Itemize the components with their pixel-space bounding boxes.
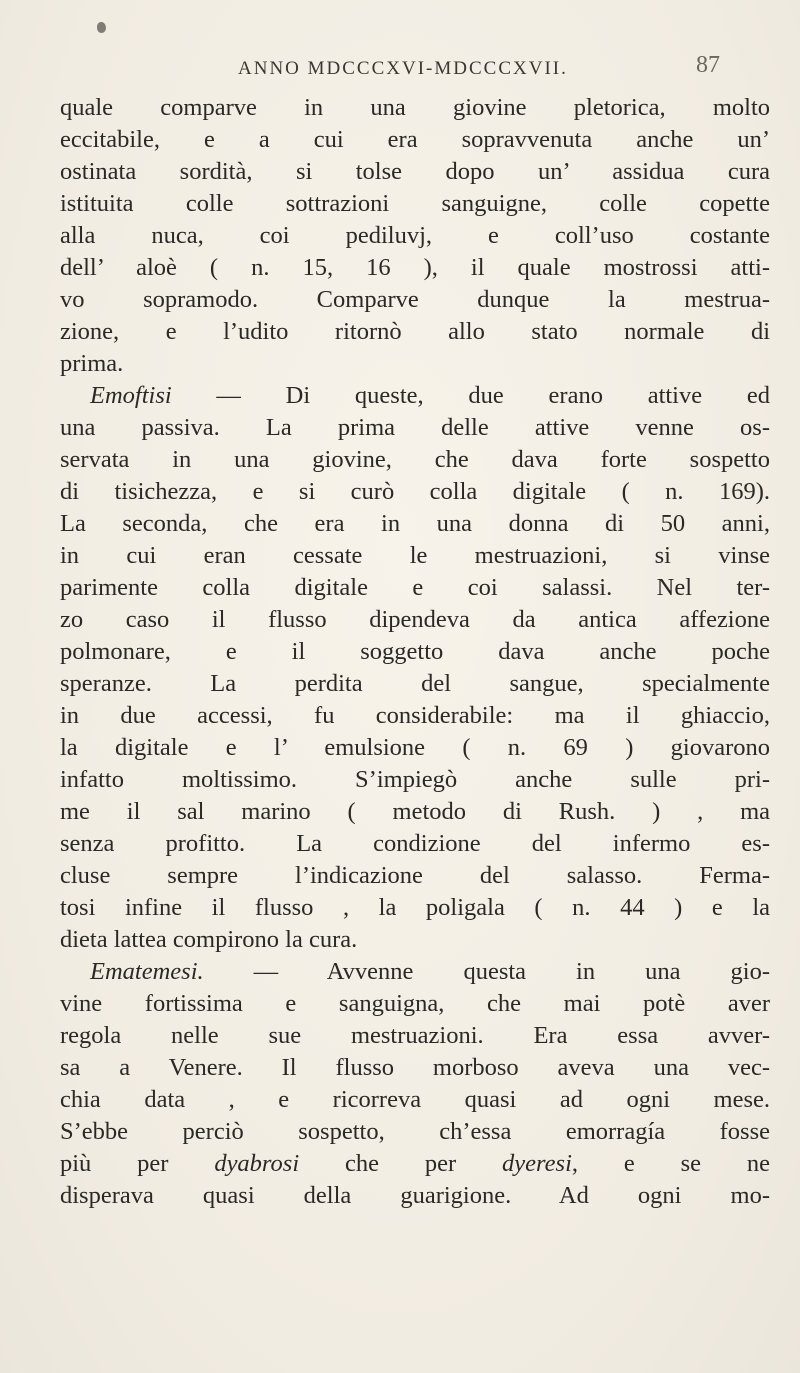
text-line [60,1020,770,1052]
text-line [60,700,770,732]
text-line [60,380,770,412]
text-line [60,732,770,764]
text-line [60,284,770,316]
text-run: , e se ne [571,1150,770,1177]
text-line [60,796,770,828]
text-run: disperava quasi della guarigione. Ad ogni mo- [60,1182,770,1209]
text-run: ostinata sordità, si tolse dopo un’ assidua cura [60,158,770,185]
text-line [60,412,770,444]
text-line [60,508,770,540]
italic-term: dyabrosi [214,1150,300,1177]
text-run: vo sopramodo. Comparve dunque la mestrua- [60,286,770,313]
text-line [60,476,770,508]
text-line [60,604,770,636]
text-run: più per [60,1150,215,1177]
text-run: quale comparve in una giovine pletorica, molto [60,94,770,121]
text-run: che per [299,1150,503,1177]
text-line [60,1116,770,1148]
text-run: cluse sempre l’indicazione del salasso. Ferma- [60,862,770,889]
text-line [60,1180,770,1212]
text-run: alla nuca, coi pediluvj, e coll’uso costante [60,222,770,249]
italic-term: dyeresi [502,1150,572,1177]
body-text [60,92,770,1212]
text-run: dieta lattea compirono la cura. [60,926,358,953]
text-run: istituita colle sottrazioni sanguigne, colle copette [60,190,770,217]
text-line [60,348,770,380]
text-run: la digitale e l’ emulsione ( n. 69 ) giovarono [60,734,770,761]
italic-term: Emoftisi [90,382,172,409]
text-line [60,988,770,1020]
text-run: La seconda, che era in una donna di 50 anni, [60,510,770,537]
text-line [60,1052,770,1084]
text-run: dell’ aloè ( n. 15, 16 ), il quale mostrossi atti- [60,254,770,281]
text-line [60,860,770,892]
text-line [60,444,770,476]
text-run: servata in una giovine, che dava forte sospetto [60,446,770,473]
text-line [60,156,770,188]
text-line [60,124,770,156]
text-line [60,828,770,860]
text-run: vine fortissima e sanguigna, che mai potè aver [60,990,770,1017]
text-run: — Avvenne questa in una gio- [203,958,770,985]
page-number: 87 [696,52,720,78]
text-run: speranze. La perdita del sangue, specialmente [60,670,770,697]
text-run: prima. [60,350,124,377]
text-run: eccitabile, e a cui era sopravvenuta anche un’ [60,126,770,153]
text-run: parimente colla digitale e coi salassi. Nel ter- [60,574,770,601]
text-run: in cui eran cessate le mestruazioni, si vinse [60,542,770,569]
text-run: sa a Venere. Il flusso morboso aveva una vec- [60,1054,770,1081]
text-run: una passiva. La prima delle attive venne os- [60,414,770,441]
text-run: me il sal marino ( metodo di Rush. ) , ma [60,798,770,825]
running-head: ANNO MDCCCXVI-MDCCCXVII. [238,58,568,79]
text-line [60,220,770,252]
text-line [60,636,770,668]
text-run: chia data , e ricorreva quasi ad ogni mese. [60,1086,770,1113]
text-line [60,1084,770,1116]
text-run: zione, e l’udito ritornò allo stato normale di [60,318,770,345]
text-run: polmonare, e il soggetto dava anche poche [60,638,770,665]
text-line [60,540,770,572]
text-line [60,572,770,604]
text-line [60,1148,770,1180]
text-line [60,764,770,796]
text-line [60,956,770,988]
text-line [60,668,770,700]
text-line [60,316,770,348]
text-run: in due accessi, fu considerabile: ma il ghiaccio, [60,702,770,729]
text-line [60,892,770,924]
text-line [60,92,770,124]
text-line [60,252,770,284]
text-run: regola nelle sue mestruazioni. Era essa avver- [60,1022,770,1049]
text-line [60,188,770,220]
text-run: tosi infine il flusso , la poligala ( n. 44 ) e la [60,894,770,921]
ink-speck [97,22,106,33]
text-line [60,924,770,956]
text-run: S’ebbe perciò sospetto, ch’essa emorragía fosse [60,1118,770,1145]
text-run: di tisichezza, e si curò colla digitale ( n. 169). [60,478,770,505]
text-run: infatto moltissimo. S’impiegò anche sulle pri- [60,766,770,793]
text-run: — Di queste, due erano attive ed [171,382,770,409]
italic-term: Ematemesi. [90,958,204,985]
text-run: senza profitto. La condizione del infermo es- [60,830,770,857]
text-run: zo caso il flusso dipendeva da antica affezione [60,606,770,633]
